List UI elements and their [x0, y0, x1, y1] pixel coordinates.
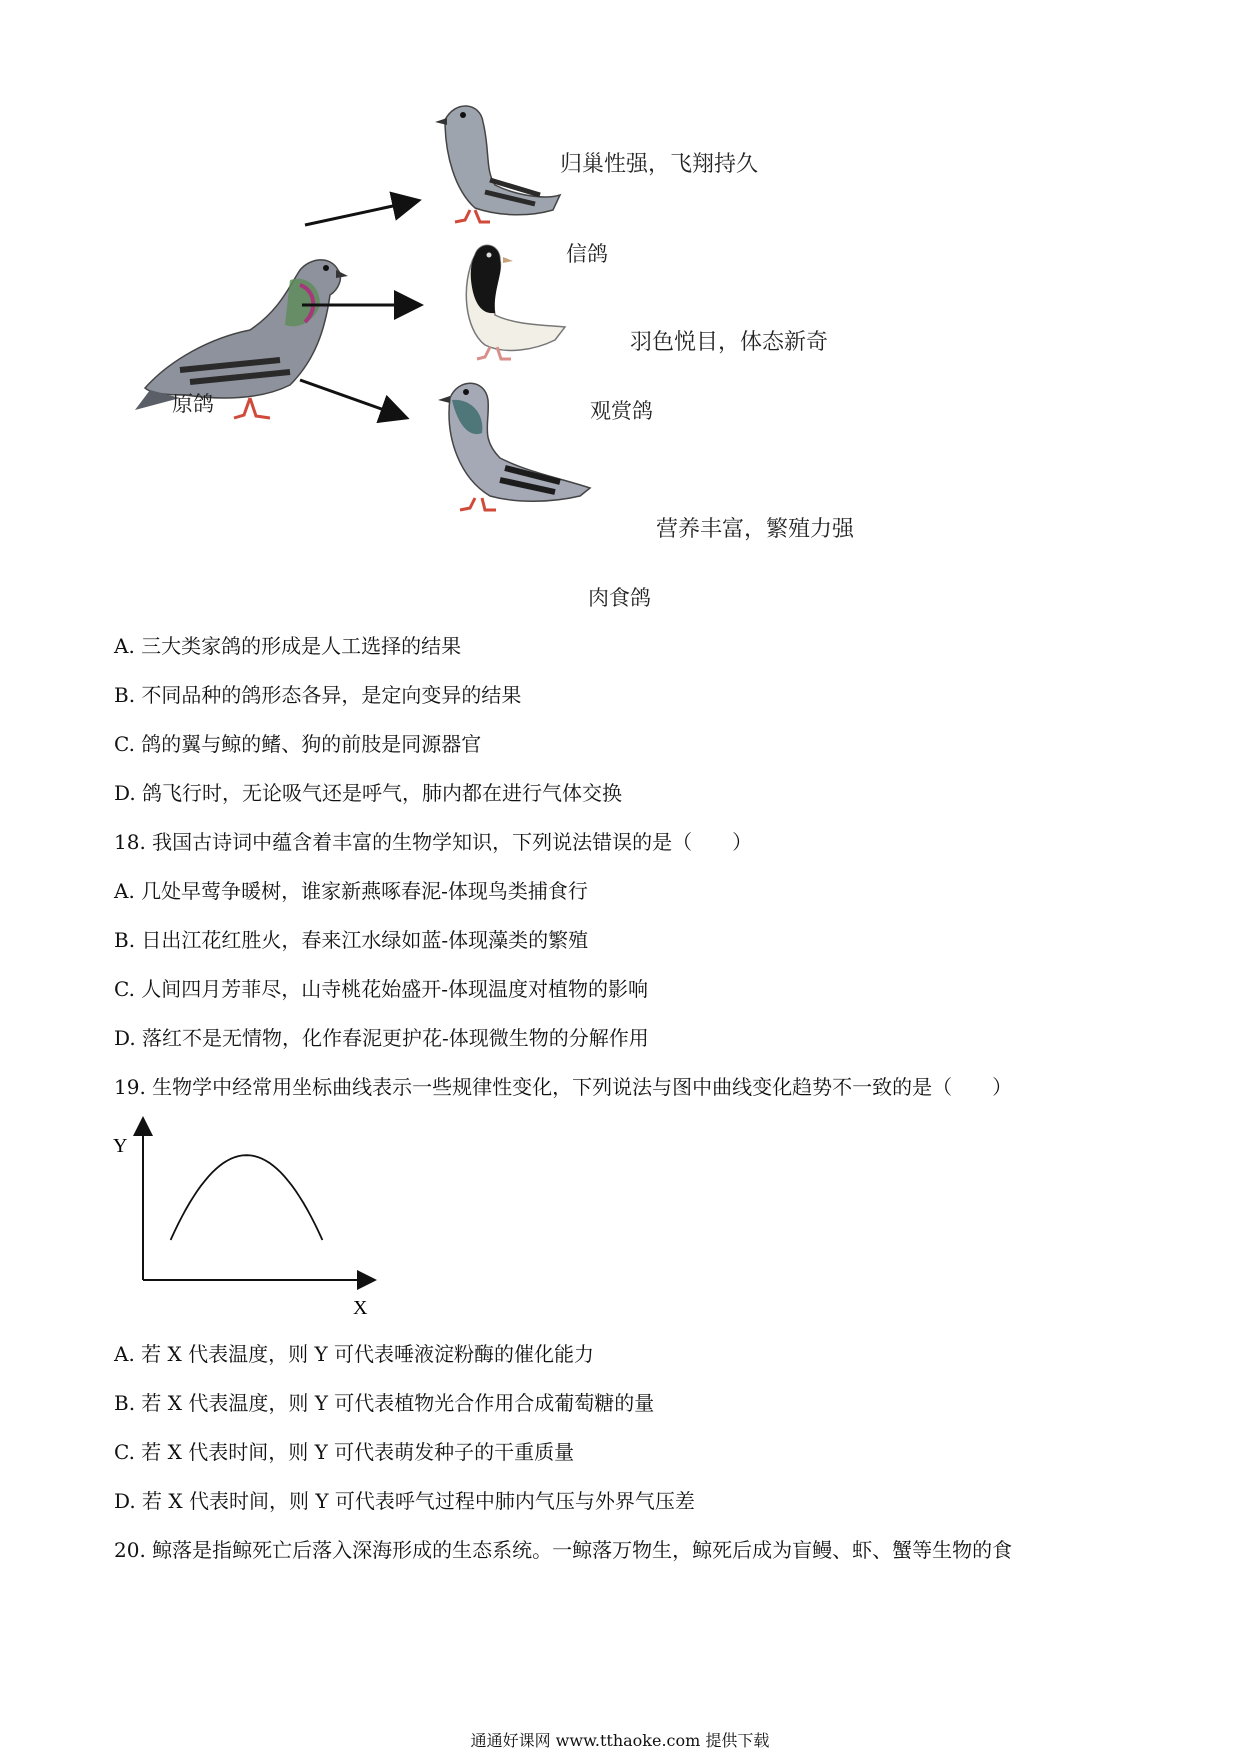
homing-trait-text: 归巢性强，飞翔持久 [560, 152, 759, 177]
homing-name-label: 信鸽 [566, 242, 608, 266]
meat-trait-text: 营养丰富，繁殖力强 [656, 517, 855, 542]
arrow-to-meat [300, 380, 404, 417]
q18-option-a: A. 几处早莺争暖树，谁家新燕啄春泥-体现鸟类捕食行 [114, 879, 588, 903]
ornamental-trait-text: 羽色悦目，体态新奇 [630, 330, 829, 355]
q19-option-c: C. 若 X 代表时间，则 Y 可代表萌发种子的干重质量 [114, 1440, 575, 1464]
q17-option-a: A. 三大类家鸽的形成是人工选择的结果 [114, 634, 462, 658]
rock-pigeon-image [135, 260, 348, 418]
q19-option-d: D. 若 X 代表时间，则 Y 可代表呼气过程中肺内气压与外界气压差 [114, 1489, 695, 1513]
q19-curve-chart [105, 1112, 385, 1322]
curve-line [171, 1155, 323, 1240]
q17-option-c: C. 鸽的翼与鲸的鳍、狗的前肢是同源器官 [114, 732, 482, 756]
homing-pigeon-image [435, 106, 560, 222]
origin-pigeon-label: 原鸽 [172, 392, 214, 416]
ornamental-pigeon-image [466, 245, 565, 359]
q18-option-b: B. 日出江花红胜火，春来江水绿如蓝-体现藻类的繁殖 [114, 928, 589, 952]
arrow-to-homing [305, 201, 416, 225]
q19-option-a: A. 若 X 代表温度，则 Y 可代表唾液淀粉酶的催化能力 [114, 1342, 595, 1366]
meat-name-label: 肉食鸽 [588, 586, 651, 610]
curve-chart-svg [105, 1112, 385, 1322]
x-axis-label: X [353, 1297, 368, 1319]
q17-option-b: B. 不同品种的鸽形态各异，是定向变异的结果 [114, 683, 522, 707]
ornamental-name-label: 观赏鸽 [590, 399, 653, 423]
q19-stem: 19. 生物学中经常用坐标曲线表示一些规律性变化，下列说法与图中曲线变化趋势不一致的是（ ） [114, 1075, 1013, 1099]
page-footer: 通通好课网 www.tthaoke.com 提供下载 [470, 1731, 770, 1750]
meat-pigeon-image [438, 383, 590, 510]
q19-option-b: B. 若 X 代表温度，则 Y 可代表植物光合作用合成葡萄糖的量 [114, 1391, 655, 1415]
q18-option-d: D. 落红不是无情物，化作春泥更护花-体现微生物的分解作用 [114, 1026, 649, 1050]
y-axis-label: Y [113, 1135, 128, 1157]
q20-stem: 20. 鲸落是指鲸死亡后落入深海形成的生态系统。一鲸落万物生，鲸死后成为盲鳗、虾、蟹等生物的食 [114, 1538, 1013, 1562]
q18-stem: 18. 我国古诗词中蕴含着丰富的生物学知识，下列说法错误的是（ ） [114, 830, 753, 854]
q17-option-d: D. 鸽飞行时，无论吸气还是呼气，肺内都在进行气体交换 [114, 781, 623, 805]
q18-option-c: C. 人间四月芳菲尽，山寺桃花始盛开-体现温度对植物的影响 [114, 977, 649, 1001]
